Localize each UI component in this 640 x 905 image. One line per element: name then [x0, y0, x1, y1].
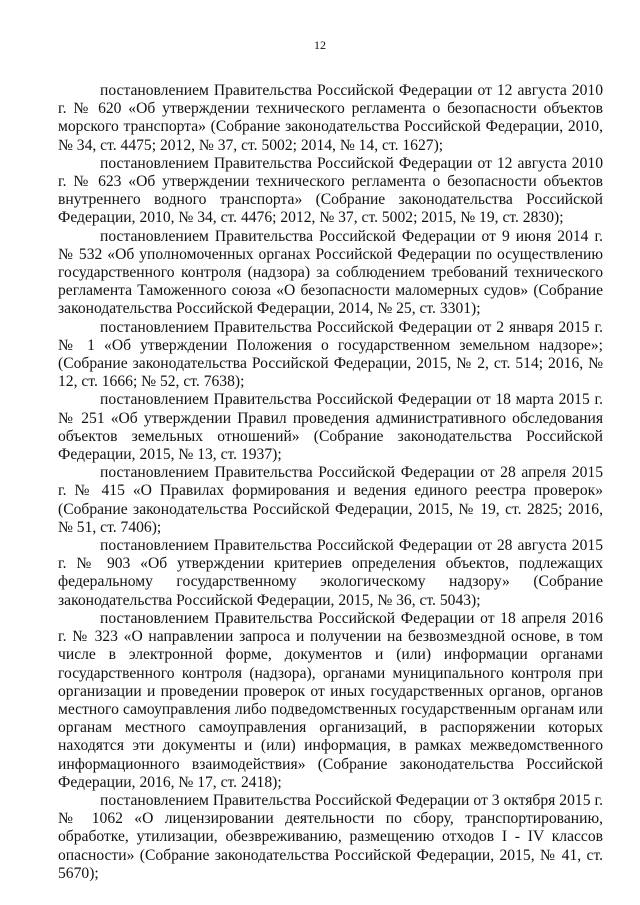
paragraph-decree-251: постановлением Правительства Российской Федерации от 18 марта 2015 г. № 251 «Об утверждении Правил проведения административного обследования объектов земельных отношений» (Собрание законодательства Российской Федерации, 2015, № 13, ст. 1937); [58, 391, 603, 464]
paragraph-decree-1: постановлением Правительства Российской Федерации от 2 января 2015 г. № 1 «Об утверждении Положения о государственном земельном надзоре»; (Собрание законодательства Российской Федерации, 2015, № 2, ст. 514; 2016, № 12, ст. 1666; № 52, ст. 7638); [58, 318, 603, 391]
paragraph-decree-623: постановлением Правительства Российской Федерации от 12 августа 2010 г. № 623 «Об утверждении технического регламента о безопасности объектов внутреннего водного транспорта» (Собрание законодательства Российской Федерации, 2010, № 34, ст. 4476; 2012, № 37, ст. 5002; 2015, № 19, ст. 2830); [58, 154, 603, 227]
paragraph-decree-620: постановлением Правительства Российской Федерации от 12 августа 2010 г. № 620 «Об утверждении технического регламента о безопасности объектов морского транспорта» (Собрание законодательства Российской Федерации, 2010, № 34, ст. 4475; 2012, № 37, ст. 5002; 2014, № 14, ст. 1627); [58, 82, 603, 154]
document-body [58, 82, 603, 883]
paragraph-decree-415: постановлением Правительства Российской Федерации от 28 апреля 2015 г. № 415 «О Правилах формирования и ведения единого реестра проверок» (Собрание законодательства Российской Федерации, 2015, № 19, ст. 2825; 2016, № 51, ст. 7406); [58, 464, 603, 536]
paragraph-decree-1062: постановлением Правительства Российской Федерации от 3 октября 2015 г. № 1062 «О лицензировании деятельности по сбору, транспортированию, обработке, утилизации, обезвреживанию, размещению отходов I - IV классов опасности» (Собрание законодательства Российской Федерации, 2015, № 41, ст. 5670); [58, 791, 603, 882]
page-number: 12 [314, 38, 326, 52]
paragraph-decree-532: постановлением Правительства Российской Федерации от 9 июня 2014 г. № 532 «Об уполномоченных органах Российской Федерации по осуществлению государственного контроля (надзора) за соблюдением требований технического регламента Таможенного союза «О безопасности маломерных судов» (Собрание законодательства Российской Федерации, 2014, № 25, ст. 3301); [58, 227, 603, 318]
paragraph-decree-323: постановлением Правительства Российской Федерации от 18 апреля 2016 г. № 323 «О направлении запроса и получении на безвозмездной основе, в том числе в электронной форме, документов и (или) информации органами государственного контроля (надзора), органами муниципального контроля при организации и проведении проверок от иных государственных органов, органов местного самоуправления либо подведомственных государственным органам или органам местного самоуправления организаций, в распоряжении которых находятся эти документы и (или) информация, в рамках межведомственного информационного взаимодействия» (Собрание законодательства Российской Федерации, 2016, № 17, ст. 2418); [58, 609, 603, 791]
paragraph-decree-903: постановлением Правительства Российской Федерации от 28 августа 2015 г. № 903 «Об утверждении критериев определения объектов, подлежащих федеральному государственному экологическому надзору» (Собрание законодательства Российской Федерации, 2015, № 36, ст. 5043); [58, 537, 603, 609]
